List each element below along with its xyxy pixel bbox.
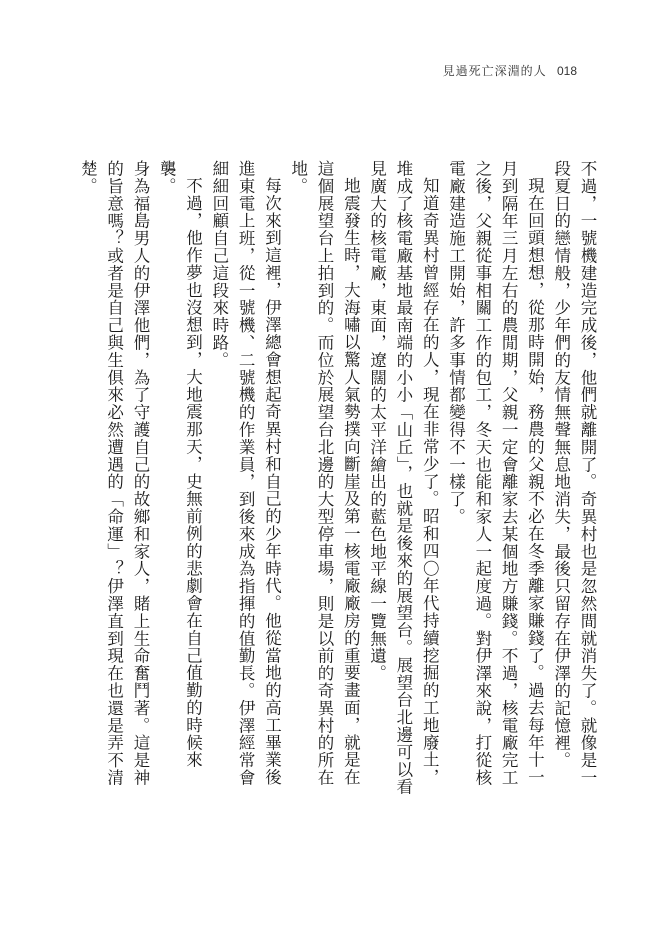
paragraph: 不過，他作夢也沒想到，大地震那天，史無前例的悲劇會在自己值勤的時候來襲。: [157, 160, 203, 769]
paragraph: 不過，一號機建造完成後，他們就離開了。奇異村也是忽然間就消失了。就像是一段夏日的戀情般，少年們的友情無聲無息地消失，最後只留存在伊澤的記憶裡。: [551, 160, 597, 787]
paragraph: 現在回頭想想，從那時開始，務農的父親不必在冬季離家賺錢了。過去每年十一月到隔年三月左右的農閒期，父親一定會離家去某個地方賺錢。不過，核電廠完工之後，父親從事相關工作的包工，冬天也能和家人一起度過。對伊澤來說，打從核電廠建造施工開始，許多事情都變得不一樣了。: [446, 160, 545, 787]
paragraph: 知道奇異村曾經存在的人，現在非常少了。昭和四〇年代持續挖掘的工地廢土，堆成了核電廠基地最南端的小小「山丘」，也就是後來的展望台。展望台北邊可以看見廣大的核電廠，東面，遼闊的太平洋繪出的藍色地平線一覽無遺。: [367, 160, 440, 796]
paragraph: 身為福島男人的伊澤他們，為了守護自己的故鄉和家人，賭上生命奮鬥著。這是神的旨意嗎？或者是自己與生俱來必然遭遇的「命運」？伊澤直到現在也還是弄不清楚。: [78, 160, 150, 787]
paragraph: 每次來到這裡，伊澤總會想起奇異村和自己的少年時代。他從當地的高工畢業後進東電上班，從一號機、二號機的作業員，到後來成為指揮的值勤長。伊澤經常會細細回顧自己這段來時路。: [209, 160, 282, 787]
paragraph: 地震發生時，大海嘯以驚人氣勢撲向斷崖及第一核電廠廠房的重要畫面，就是在這個展望台上拍到的。而位於展望台北邊的大型停車場，則是以前的奇異村的所在地。: [288, 160, 361, 787]
book-title: 見過死亡深淵的人: [442, 64, 547, 78]
body-text: [78, 160, 600, 800]
page-number: 018: [556, 64, 577, 78]
running-header: [443, 62, 577, 79]
